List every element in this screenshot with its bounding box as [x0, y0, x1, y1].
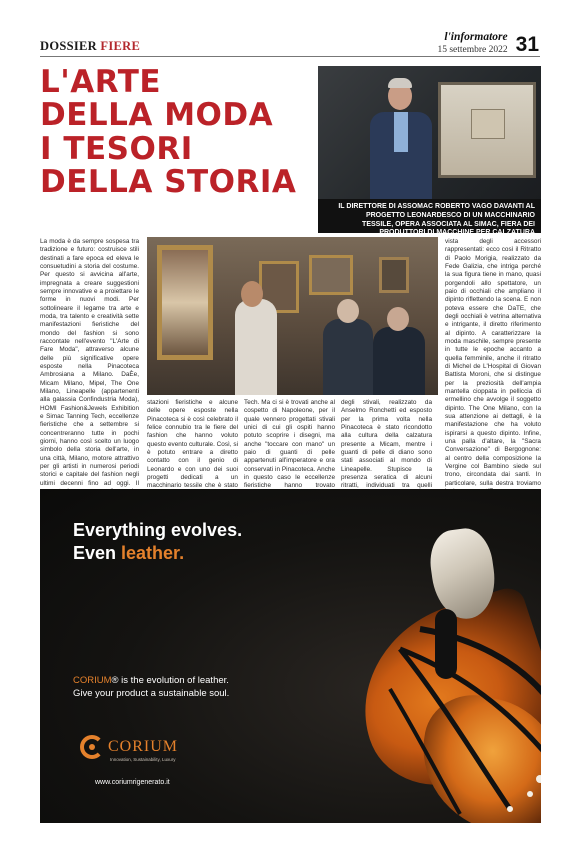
- director-photo: [318, 66, 541, 199]
- butterfly-body: [435, 609, 457, 679]
- ad-subline-line1: [73, 675, 229, 688]
- paragraph: degli stivali, realizzato da Anselmo Ronchetti ed esposto per la prima volta nella Pinacoteca è stato ricondotto alla cultura della calzatura presente a Micam, mentre i guanti di pelle di diano sono stati associati al mondo di Lineapelle. Stupisce la presenza seratica di alcuni ritratti, individuati tra quelli: [341, 399, 432, 490]
- page-number: 31: [515, 33, 539, 56]
- paragraph: La moda è da sempre sospesa tra tradizione e futuro: costruisce stili destinati a fare epoca ed eleva le consuetudini a storia del costume. Per questo si avvicina all'arte, impregnata a creare suggestioni sempre innovative e a proiettare le forme in nuovi modi. Per sottolineare il legame tra arte e moda, tra talento e creatività sette manifestazioni fieristiche del mondo del fashion si sono raccontate nell'evento "L'Arte di Fare Moda", attraverso alcune delle più significative opere esposte nella Pinacoteca Ambrosiana a Milano. DaÈe, Micam Milano, Mipel, The One Milano, Lineapelle (appartenenti alla galassia Confindustria Moda), HOMI Fashion&Jewels Exhibition e Simac Tanning Tech, eccellenze fieristiche che a settembre si concentreranno tutte in pochi giorni, hanno così scelto un luogo simbolo della storia dell'arte, in una città, Milano, motore attrattivo per gli artisti in numerosi periodi storici e capitale del fashion negli ultimi decenni fino ad oggi. Il: [40, 238, 139, 487]
- masthead: [437, 32, 539, 55]
- guide-figure: [235, 299, 277, 395]
- article-title: [40, 66, 315, 200]
- ad-brand-word: CORIUM: [73, 675, 112, 686]
- masthead-meta: [437, 32, 507, 55]
- gallery-photo: [147, 237, 438, 395]
- ad-headline-even: Even: [73, 542, 122, 563]
- visitor-figure: [373, 327, 425, 395]
- visitor-figure: [323, 319, 373, 395]
- ad-subline: [73, 675, 229, 701]
- issue-date: 15 settembre 2022: [437, 44, 508, 55]
- ad-headline: [73, 519, 242, 564]
- corium-logo-text: CORIUM: [108, 738, 179, 755]
- person-shirt: [394, 112, 408, 152]
- ad-headline-line2: [73, 542, 242, 565]
- paragraph: stazioni fieristiche e alcune delle opere esposte nella Pinacoteca si è così celebrato il felice connubio tra le fiere del fashion che hanno voluto questo evento culturale. Così, si è potuto entrare a diretto contatto con il genio di Leonardo e con uno dei suoi progetti dedicati a un macchinario tessile che è stato: [147, 399, 238, 490]
- ad-subline-line2: Give your product a sustainable soul.: [73, 687, 230, 699]
- header-divider: [40, 56, 540, 57]
- wall-painting: [309, 255, 353, 295]
- ad-headline-line1: Everything evolves.: [73, 520, 243, 540]
- person-hair: [388, 78, 412, 88]
- section-label-fiere: FIERE: [100, 39, 141, 53]
- corium-advertisement[interactable]: [40, 489, 541, 823]
- ad-url-link[interactable]: www.coriumrigenerato.it: [95, 779, 170, 786]
- paragraph: vista degli accessori rappresentati: ecco così il Ritratto di Paolo Morigia, realizzato da Fede Galizia, che intriga perché la sua figura tiene in mano, quasi porgendoli allo spettatore, un paio di occhiali che ampliano il dipinto riflettendo la scena. E non potevа essere che DaTE, che degli occhiali è vetrina alternativa e intrigante, il diretto riferimento al dipinto. A caratterizzare la moda maschile, sempre presente in tutte le epoche accanto a quella femminile, anche il ritratto di Michel de L'Hospital di Giovan Battista Moroni, che si distingue per la preziosità dell'ampia mantella cioppata in pelliccia di ermellino che avvolge il soggetto dipinto. The One Milano, con la sua attenzione ai dettagli, è la manifestazione che ha voluto ispirarsi a questo dipinto. Infine, una palla d'altare, la "Sacra Conversazione" di Bergognone: al centro della composizione la Vergine col Bambino siede sul trono, circondata dai santi. In particolare, sulla destra troviamo: [445, 238, 541, 487]
- body-column-1: [40, 238, 139, 514]
- title-line: L'ARTE: [40, 64, 162, 100]
- title-line: I TESORI: [40, 130, 193, 167]
- corium-logo-icon: [80, 735, 104, 759]
- visitor-head: [387, 307, 409, 331]
- section-label-dossier: DOSSIER: [40, 39, 101, 53]
- ad-subline-rest: ® is the evolution of leather.: [111, 675, 229, 686]
- leonardo-sketch: [471, 109, 505, 139]
- wall-painting: [379, 257, 409, 293]
- title-line: DELLA MODA: [40, 97, 274, 134]
- title-line: DELLA STORIA: [40, 164, 297, 201]
- section-label: [40, 39, 140, 54]
- guide-head: [241, 281, 263, 307]
- newspaper-name: l'informatore: [444, 31, 508, 43]
- photo-caption: IL DIRETTORE DI ASSOMAC ROBERTO VAGO DAVANTI AL PROGETTO LEONARDESCO DI UN MACCHINARIO TESSILE, OPERA ASSOCIATA AL SIMAC, FIERA DEI PRODUTTORI DI MACCHINE PER CALZATURA: [318, 199, 541, 233]
- logo-tagline: Innovation, Sustainability, Luxury: [110, 757, 176, 762]
- corium-logo: [80, 735, 178, 759]
- paragraph: Tech. Ma ci si è trovati anche al cospetto di Napoleone, per il quale vennero progettati stivali unici di cui gli ospiti hanno potuto scoprire i disegni, ma anche "toccare con mano" un paio di guanti di pelle appartenuti all'imperatore e ora conservati in Pinacoteca. Anche in questo caso le eccellenze fieristiche hanno trovato: [244, 399, 335, 490]
- visitor-head: [337, 299, 359, 323]
- portrait-painting: [157, 245, 213, 360]
- showcase-frame: [438, 82, 536, 178]
- ad-headline-leather: leather.: [121, 542, 185, 563]
